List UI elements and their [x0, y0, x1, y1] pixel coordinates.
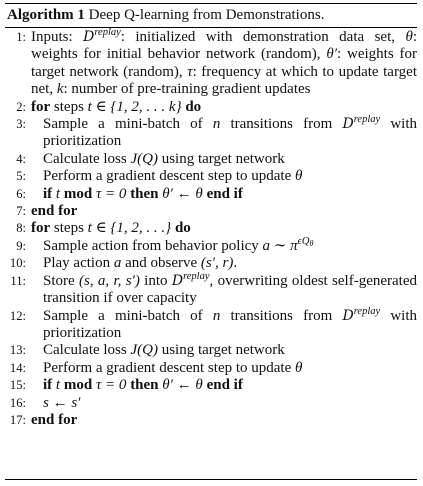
algorithm-line-6 [5, 186, 417, 203]
bottom-rule [5, 479, 417, 480]
line-number: 11: [10, 273, 26, 288]
line-number: 12: [9, 308, 26, 323]
algorithm-box [5, 3, 417, 429]
line-text: Play action a and observe (s′, r). [43, 255, 238, 272]
line-text: end for [31, 203, 78, 220]
algorithm-line-5 [5, 168, 417, 185]
line-number: 6: [16, 186, 26, 201]
line-number: 8: [16, 221, 26, 236]
line-number: 2: [16, 99, 26, 114]
line-number: 15: [9, 378, 26, 393]
algorithm-line-14 [5, 360, 417, 377]
line-text: for steps t ∈ {1, 2, . . .} do [31, 220, 191, 237]
line-text: for steps t ∈ {1, 2, . . . k} do [31, 98, 202, 115]
algorithm-line-8 [5, 220, 417, 237]
line-number: 7: [16, 204, 26, 219]
algorithm-title: Deep Q-learning from Demonstrations. [88, 7, 325, 23]
line-text: Perform a gradient descent step to update θ [43, 168, 303, 185]
line-text: Calculate loss J(Q) using target network [43, 342, 285, 359]
line-number: 1: [16, 30, 26, 44]
line-text: Perform a gradient descent step to update θ [43, 359, 303, 376]
algorithm-line-17 [5, 412, 417, 429]
algorithm-line-13 [5, 342, 417, 359]
algorithm-line-12 [5, 305, 417, 343]
line-text: if t mod τ = 0 then θ′ ← θ end if [43, 185, 243, 202]
line-number: 16: [9, 395, 26, 410]
line-number: 9: [16, 238, 26, 253]
line-text: Sample a mini-batch of n transitions from $D^{replay}$ with prioritization [43, 114, 417, 150]
algorithm-line-7 [5, 203, 417, 220]
algorithm-line-9 [5, 235, 417, 255]
line-number: 3: [16, 117, 26, 132]
algorithm-line-1 [5, 29, 417, 99]
line-text: Store (s, a, r, s′) into $D^{replay}$, overwriting oldest self-generated transition if over capacity [43, 270, 417, 307]
line-text: if t mod τ = 0 then θ′ ← θ end if [43, 377, 243, 394]
algorithm-caption [5, 4, 417, 27]
algorithm-line-3 [5, 116, 417, 151]
line-text: end for [31, 411, 78, 428]
line-text: Calculate loss J(Q) using target network [43, 150, 285, 167]
algorithm-label: Algorithm 1 [7, 7, 85, 23]
line-text: Sample a mini-batch of n transitions from $D^{replay}$ with prioritization [43, 305, 417, 341]
line-text: s ← s′ [43, 394, 81, 411]
line-number: 14: [9, 360, 26, 375]
algorithm-line-16 [5, 395, 417, 412]
line-text: Sample action from behavior policy a ∼ $\pi^{\epsilon Q_\theta}$ [43, 235, 314, 254]
algorithm-line-11 [5, 270, 417, 308]
line-number: 13: [9, 343, 26, 358]
line-number: 4: [16, 151, 26, 166]
algorithm-line-15 [5, 377, 417, 394]
line-text: Inputs: $D^{replay}$: initialized with demonstration data set, θ: weights for initial behavior network (random), θ′: weights for target network (random), τ: frequency at which to update target net, k: number of pre-training gradient updates [31, 27, 418, 98]
line-number: 17: [9, 412, 26, 427]
algorithm-line-10 [5, 255, 417, 272]
algorithm-lines [5, 28, 417, 429]
line-number: 5: [16, 169, 26, 184]
algorithm-line-4 [5, 151, 417, 168]
line-number: 10: [9, 256, 26, 271]
